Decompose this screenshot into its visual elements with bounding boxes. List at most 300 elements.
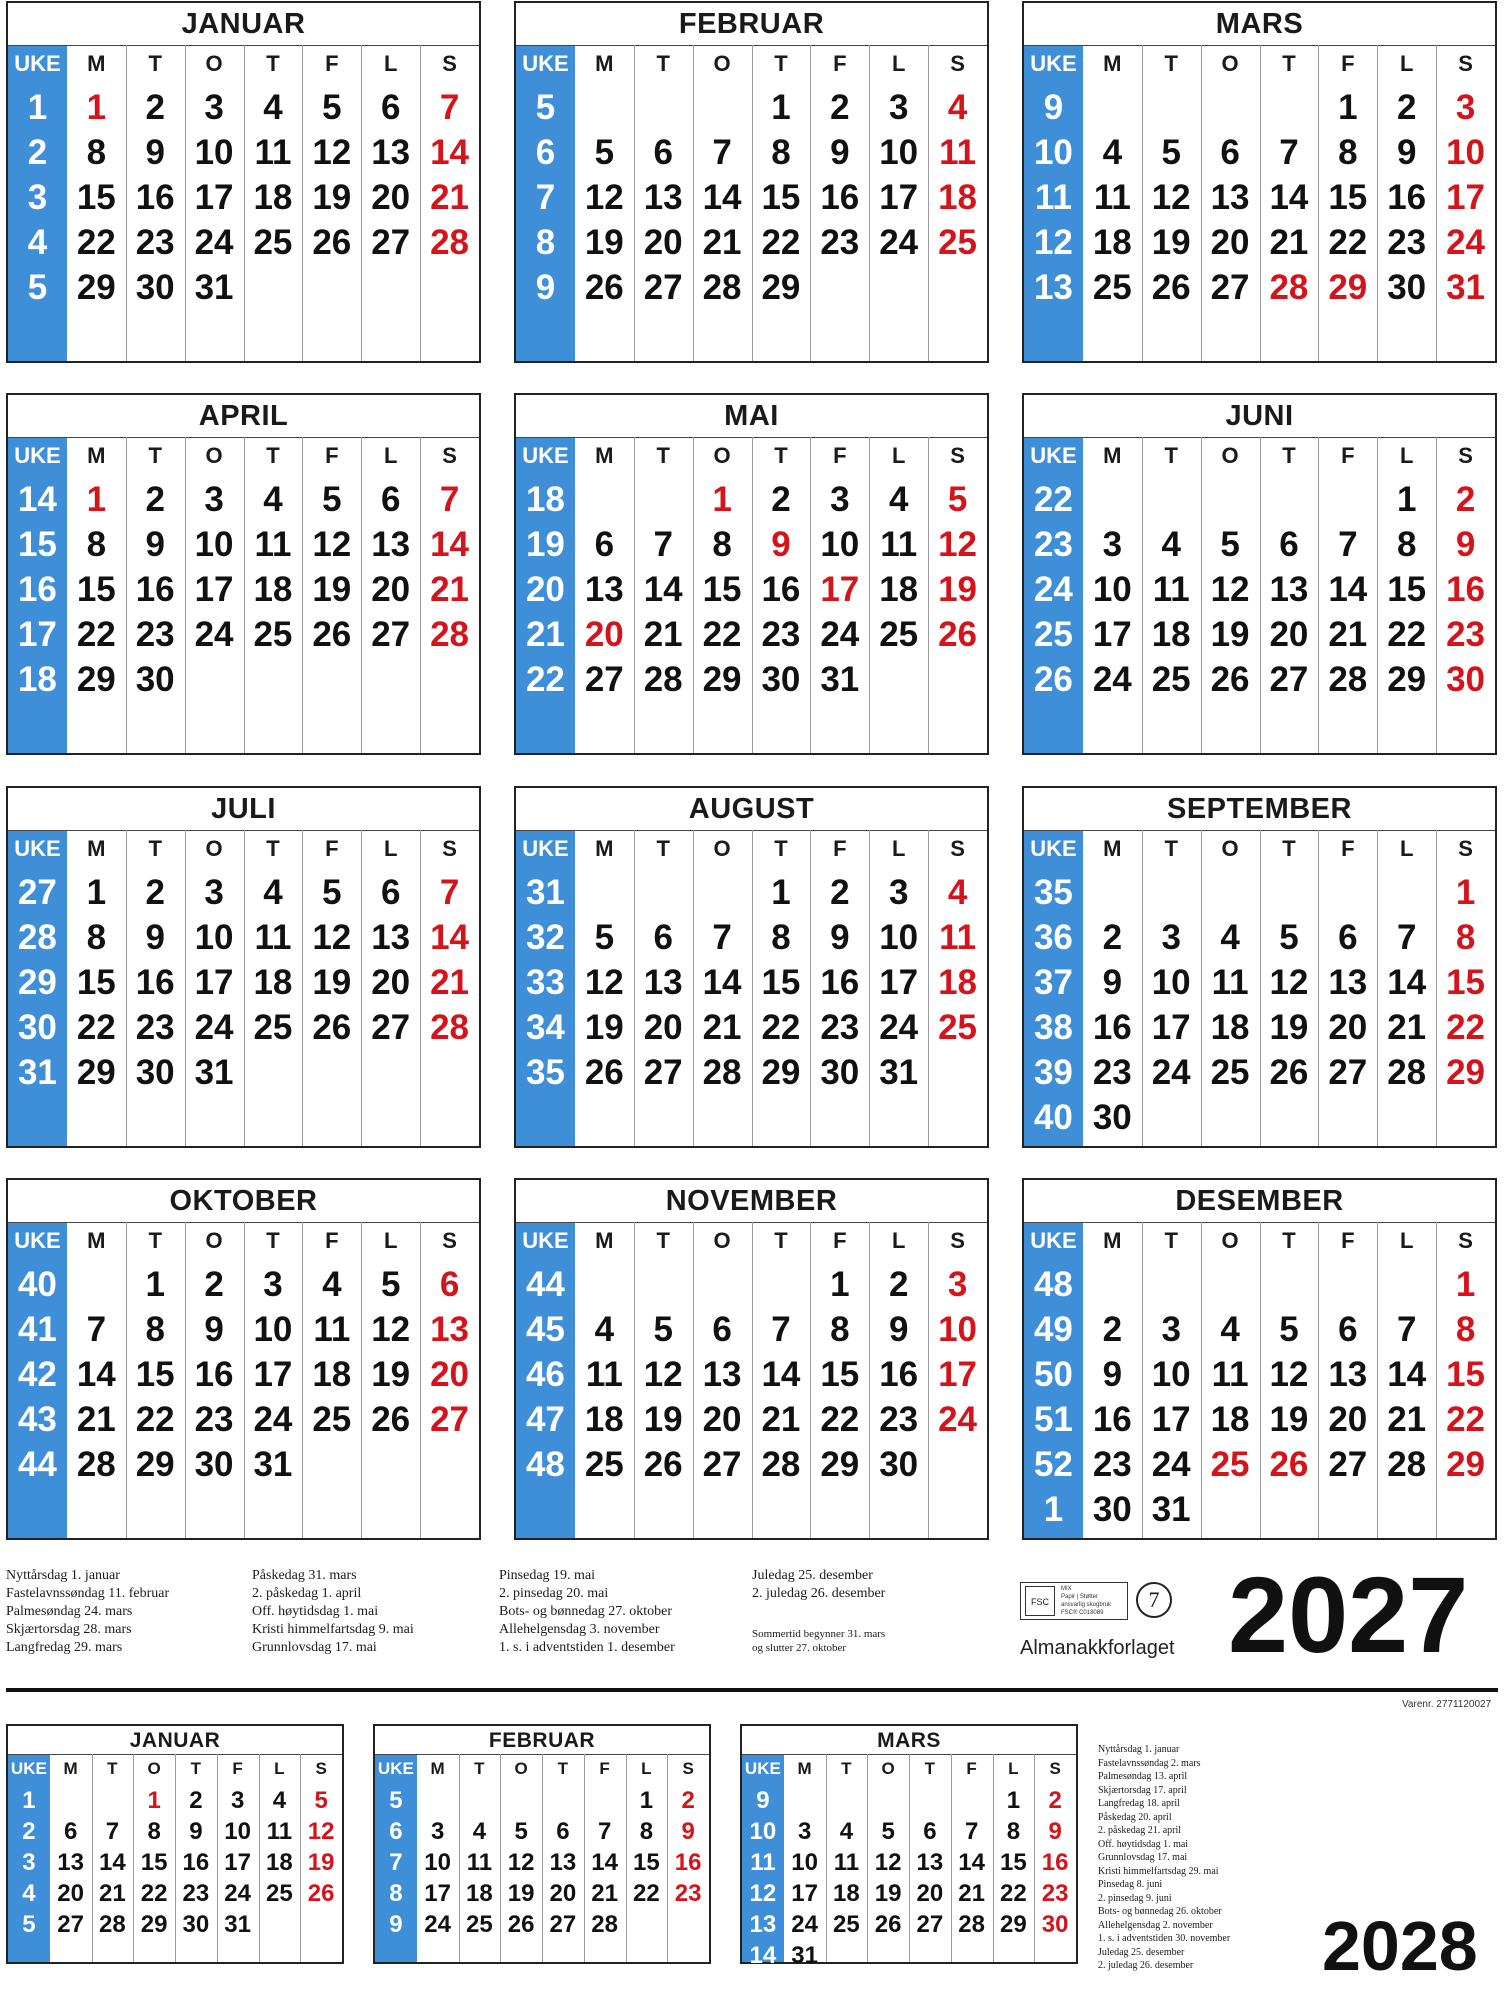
day-cell: 22 bbox=[140, 1880, 168, 1907]
day-cell: 28 bbox=[76, 1445, 116, 1484]
day-cell: 14 bbox=[1387, 963, 1427, 1002]
day-cell: 22 bbox=[76, 223, 116, 262]
week-number: 13 bbox=[1033, 268, 1073, 307]
day-cell: 11 bbox=[1093, 178, 1131, 217]
day-cell: 22 bbox=[76, 1008, 116, 1047]
week-header: UKE bbox=[522, 51, 569, 76]
day-cell: 30 bbox=[879, 1445, 919, 1484]
day-cell: 6 bbox=[380, 873, 401, 912]
weekday-header: S bbox=[950, 1228, 965, 1253]
weekday-header: L bbox=[891, 836, 906, 861]
weekday-header: S bbox=[315, 1759, 327, 1778]
weekday-header: L bbox=[1008, 1759, 1019, 1778]
month-juli bbox=[6, 786, 481, 1148]
day-cell: 15 bbox=[761, 963, 801, 1002]
day-cell: 29 bbox=[135, 1445, 175, 1484]
week-number: 34 bbox=[525, 1008, 565, 1047]
day-cell: 16 bbox=[879, 1355, 919, 1394]
day-cell: 1 bbox=[639, 1787, 654, 1814]
day-cell: 3 bbox=[797, 1818, 812, 1845]
day-cell: 29 bbox=[1000, 1911, 1027, 1938]
day-cell: 4 bbox=[594, 1310, 615, 1349]
day-cell: 3 bbox=[1161, 918, 1181, 957]
day-cell: 31 bbox=[194, 1053, 234, 1092]
day-cell: 12 bbox=[584, 963, 624, 1002]
holiday-entry: 2. påskedag 1. april bbox=[252, 1586, 362, 1601]
weekday-header: M bbox=[87, 443, 106, 468]
weekday-header: M bbox=[595, 1228, 614, 1253]
day-cell: 19 bbox=[874, 1880, 902, 1907]
day-cell: 17 bbox=[879, 963, 919, 1002]
month-title: OKTOBER bbox=[169, 1185, 318, 1217]
day-cell: 29 bbox=[1387, 660, 1427, 699]
day-cell: 4 bbox=[263, 88, 283, 127]
year-2028: 2028 bbox=[1322, 1907, 1478, 1985]
day-cell: 2 bbox=[1455, 480, 1476, 519]
day-cell: 26 bbox=[312, 223, 352, 262]
weekday-header: T bbox=[841, 1759, 852, 1778]
day-cell: 14 bbox=[1269, 178, 1309, 217]
weekday-header: L bbox=[641, 1759, 652, 1778]
weekday-header: T bbox=[656, 836, 670, 861]
weekday-header: M bbox=[1103, 1228, 1122, 1253]
day-cell: 31 bbox=[194, 268, 234, 307]
fsc-line: ansvarlig skogbruk bbox=[1061, 1602, 1112, 1608]
week-number: 3 bbox=[27, 178, 48, 217]
weekday-header: F bbox=[599, 1759, 610, 1778]
day-cell: 19 bbox=[584, 223, 624, 262]
week-number: 48 bbox=[525, 1445, 565, 1484]
week-number: 42 bbox=[17, 1355, 57, 1394]
day-cell: 6 bbox=[653, 918, 673, 957]
day-cell: 2 bbox=[1396, 88, 1417, 127]
day-cell: 16 bbox=[135, 570, 175, 609]
day-cell: 5 bbox=[380, 1265, 401, 1304]
day-cell: 8 bbox=[1396, 525, 1417, 564]
day-cell: 4 bbox=[947, 873, 968, 912]
day-cell: 12 bbox=[371, 1310, 411, 1349]
publisher-name: Almanakkforlaget bbox=[1020, 1637, 1175, 1659]
weekday-header: M bbox=[63, 1759, 78, 1778]
week-number: 27 bbox=[17, 873, 57, 912]
week-number: 9 bbox=[535, 268, 556, 307]
day-cell: 7 bbox=[1279, 133, 1299, 172]
day-cell: 8 bbox=[86, 525, 107, 564]
day-cell: 8 bbox=[712, 525, 732, 564]
day-cell: 11 bbox=[1211, 963, 1249, 1002]
day-cell: 1 bbox=[1396, 480, 1417, 519]
weekday-header: O bbox=[881, 1759, 895, 1778]
day-cell: 31 bbox=[820, 660, 860, 699]
day-cell: 15 bbox=[1328, 178, 1368, 217]
day-cell: 22 bbox=[820, 1400, 860, 1439]
day-cell: 5 bbox=[881, 1818, 895, 1845]
day-cell: 17 bbox=[1092, 615, 1132, 654]
day-cell: 24 bbox=[938, 1400, 978, 1439]
day-cell: 5 bbox=[314, 1787, 328, 1814]
weekday-header: T bbox=[1282, 1228, 1296, 1253]
day-cell: 27 bbox=[584, 660, 624, 699]
day-cell: 28 bbox=[1269, 268, 1309, 307]
day-cell: 21 bbox=[1269, 223, 1309, 262]
weekday-header: F bbox=[325, 51, 339, 76]
day-cell: 25 bbox=[253, 223, 293, 262]
day-cell: 27 bbox=[1328, 1053, 1368, 1092]
day-cell: 15 bbox=[1000, 1849, 1027, 1876]
holiday-list-col-1 bbox=[6, 1567, 169, 1657]
week-number: 10 bbox=[1033, 133, 1073, 172]
weekday-header: L bbox=[383, 443, 398, 468]
day-cell: 11 bbox=[833, 1849, 860, 1876]
day-cell: 31 bbox=[1446, 268, 1486, 307]
day-cell: 3 bbox=[830, 480, 850, 519]
holiday-entry: 1. s. i adventstiden 1. desember bbox=[499, 1640, 675, 1655]
weekday-header: S bbox=[682, 1759, 694, 1778]
week-number: 46 bbox=[525, 1355, 565, 1394]
day-cell: 26 bbox=[312, 1008, 352, 1047]
day-cell: 1 bbox=[1455, 1265, 1476, 1304]
day-cell: 16 bbox=[761, 570, 801, 609]
weekday-header: L bbox=[1399, 443, 1414, 468]
week-number: 14 bbox=[17, 480, 57, 519]
day-cell: 13 bbox=[1328, 963, 1368, 1002]
weekday-header: F bbox=[1341, 51, 1355, 76]
day-cell: 18 bbox=[266, 1849, 293, 1876]
week-header: UKE bbox=[744, 1759, 781, 1778]
week-number: 12 bbox=[1033, 223, 1073, 262]
dst-note-line: og slutter 27. oktober bbox=[752, 1642, 847, 1654]
weekday-header: O bbox=[205, 51, 223, 76]
day-cell: 3 bbox=[204, 88, 224, 127]
day-cell: 29 bbox=[761, 1053, 801, 1092]
holiday-entry: 2. juledag 26. desember bbox=[1098, 1960, 1194, 1971]
day-cell: 2 bbox=[1048, 1787, 1062, 1814]
day-cell: 3 bbox=[947, 1265, 968, 1304]
weekday-header: T bbox=[656, 1228, 670, 1253]
day-cell: 26 bbox=[874, 1911, 902, 1938]
week-number: 15 bbox=[17, 525, 57, 564]
day-cell: 15 bbox=[633, 1849, 660, 1876]
month-title: JANUAR bbox=[129, 1729, 221, 1752]
day-cell: 7 bbox=[439, 873, 460, 912]
day-cell: 22 bbox=[702, 615, 742, 654]
weekday-header: T bbox=[1282, 51, 1296, 76]
weekday-header: S bbox=[442, 443, 457, 468]
weekday-header: L bbox=[1399, 836, 1414, 861]
day-cell: 11 bbox=[1152, 570, 1190, 609]
day-cell: 8 bbox=[86, 918, 107, 957]
weekday-header: L bbox=[383, 51, 398, 76]
weekday-header: O bbox=[713, 1228, 731, 1253]
day-cell: 7 bbox=[1396, 918, 1417, 957]
day-cell: 8 bbox=[771, 133, 791, 172]
day-cell: 17 bbox=[1151, 1008, 1191, 1047]
day-cell: 5 bbox=[1279, 918, 1299, 957]
week-number: 24 bbox=[1033, 570, 1073, 609]
day-cell: 4 bbox=[1102, 133, 1123, 172]
day-cell: 16 bbox=[182, 1849, 210, 1876]
day-cell: 24 bbox=[791, 1911, 818, 1938]
week-number: 22 bbox=[525, 660, 565, 699]
day-cell: 24 bbox=[1151, 1053, 1191, 1092]
week-number: 36 bbox=[1033, 918, 1073, 957]
day-cell: 2 bbox=[145, 480, 165, 519]
day-cell: 8 bbox=[145, 1310, 165, 1349]
day-cell: 26 bbox=[1269, 1053, 1309, 1092]
weekday-header: F bbox=[1341, 836, 1355, 861]
day-cell: 11 bbox=[313, 1310, 351, 1349]
weekday-header: S bbox=[1458, 836, 1473, 861]
week-number: 26 bbox=[1033, 660, 1073, 699]
day-cell: 28 bbox=[1328, 660, 1368, 699]
day-cell: 28 bbox=[99, 1911, 126, 1938]
day-cell: 12 bbox=[1151, 178, 1191, 217]
week-number: 29 bbox=[17, 963, 57, 1002]
day-cell: 29 bbox=[1446, 1445, 1486, 1484]
day-cell: 18 bbox=[253, 963, 293, 1002]
day-cell: 25 bbox=[1210, 1445, 1250, 1484]
holiday-entry: Grunnlovsdag 17. mai bbox=[252, 1640, 377, 1655]
day-cell: 23 bbox=[820, 1008, 860, 1047]
week-number: 25 bbox=[1033, 615, 1073, 654]
month-mars bbox=[740, 1724, 1078, 1969]
day-cell: 19 bbox=[1210, 615, 1250, 654]
day-cell: 14 bbox=[430, 525, 470, 564]
day-cell: 25 bbox=[833, 1911, 860, 1938]
week-header: UKE bbox=[1030, 443, 1077, 468]
week-number: 33 bbox=[525, 963, 565, 1002]
dst-note bbox=[752, 1627, 885, 1655]
month-title: SEPTEMBER bbox=[1167, 793, 1352, 825]
day-cell: 16 bbox=[1092, 1008, 1132, 1047]
day-cell: 23 bbox=[194, 1400, 234, 1439]
day-cell: 11 bbox=[939, 133, 977, 172]
day-cell: 9 bbox=[1102, 1355, 1123, 1394]
weekday-header: T bbox=[774, 1228, 788, 1253]
month-title: AUGUST bbox=[688, 793, 815, 825]
day-cell: 20 bbox=[430, 1355, 470, 1394]
day-cell: 21 bbox=[430, 178, 470, 217]
weekday-header: T bbox=[148, 443, 162, 468]
day-cell: 16 bbox=[674, 1849, 702, 1876]
day-cell: 30 bbox=[1446, 660, 1486, 699]
day-cell: 6 bbox=[556, 1818, 570, 1845]
day-cell: 3 bbox=[263, 1265, 283, 1304]
day-cell: 19 bbox=[1269, 1400, 1309, 1439]
weekday-header: F bbox=[325, 443, 339, 468]
weekday-header: O bbox=[514, 1759, 528, 1778]
month-juni bbox=[1022, 393, 1497, 755]
day-cell: 16 bbox=[135, 178, 175, 217]
weekday-header: T bbox=[774, 836, 788, 861]
day-cell: 20 bbox=[702, 1400, 742, 1439]
dst-note-line: Sommertid begynner 31. mars bbox=[752, 1628, 886, 1640]
fsc-line: Papir | Støtter bbox=[1061, 1594, 1098, 1600]
day-cell: 30 bbox=[135, 1053, 175, 1092]
day-cell: 22 bbox=[1328, 223, 1368, 262]
day-cell: 10 bbox=[1151, 963, 1191, 1002]
day-cell: 5 bbox=[322, 88, 342, 127]
day-cell: 21 bbox=[643, 615, 683, 654]
day-cell: 17 bbox=[1151, 1400, 1191, 1439]
holiday-entry: Allehelgensdag 2. november bbox=[1098, 1919, 1213, 1931]
holiday-entry: Fastelavnssøndag 2. mars bbox=[1098, 1757, 1201, 1769]
holiday-entry: Palmesøndag 24. mars bbox=[6, 1604, 133, 1619]
day-cell: 23 bbox=[135, 223, 175, 262]
weekday-header: O bbox=[1221, 1228, 1239, 1253]
day-cell: 11 bbox=[266, 1818, 293, 1845]
month-title: DESEMBER bbox=[1175, 1185, 1344, 1217]
day-cell: 7 bbox=[1396, 1310, 1417, 1349]
day-cell: 5 bbox=[594, 918, 615, 957]
week-number: 38 bbox=[1033, 1008, 1073, 1047]
publisher-seal-icon: 7 bbox=[1136, 1582, 1172, 1618]
day-cell: 9 bbox=[1048, 1818, 1062, 1845]
day-cell: 31 bbox=[253, 1445, 293, 1484]
day-cell: 25 bbox=[1092, 268, 1132, 307]
holiday-entry: 1. s. i adventstiden 30. november bbox=[1098, 1933, 1231, 1944]
day-cell: 4 bbox=[1220, 1310, 1240, 1349]
day-cell: 21 bbox=[99, 1880, 126, 1907]
day-cell: 27 bbox=[643, 1053, 683, 1092]
day-cell: 19 bbox=[1151, 223, 1191, 262]
day-cell: 16 bbox=[1041, 1849, 1069, 1876]
day-cell: 15 bbox=[135, 1355, 175, 1394]
day-cell: 14 bbox=[702, 963, 742, 1002]
day-cell: 22 bbox=[1000, 1880, 1027, 1907]
day-cell: 10 bbox=[194, 133, 234, 172]
weekday-header: T bbox=[266, 1228, 280, 1253]
week-number: 21 bbox=[525, 615, 565, 654]
day-cell: 14 bbox=[761, 1355, 801, 1394]
day-cell: 6 bbox=[653, 133, 673, 172]
day-cell: 13 bbox=[1210, 178, 1250, 217]
week-number: 47 bbox=[525, 1400, 565, 1439]
day-cell: 13 bbox=[643, 963, 683, 1002]
day-cell: 30 bbox=[194, 1445, 234, 1484]
day-cell: 20 bbox=[643, 223, 683, 262]
day-cell: 13 bbox=[1269, 570, 1309, 609]
day-cell: 6 bbox=[1279, 525, 1299, 564]
day-cell: 26 bbox=[371, 1400, 411, 1439]
day-cell: 19 bbox=[507, 1880, 535, 1907]
day-cell: 1 bbox=[147, 1787, 161, 1814]
day-cell: 1 bbox=[1338, 88, 1358, 127]
day-cell: 25 bbox=[1151, 660, 1191, 699]
weekday-header: L bbox=[891, 1228, 906, 1253]
day-cell: 16 bbox=[820, 963, 860, 1002]
week-number: 6 bbox=[389, 1818, 403, 1845]
weekday-header: T bbox=[148, 1228, 162, 1253]
day-cell: 11 bbox=[939, 918, 977, 957]
day-cell: 21 bbox=[1328, 615, 1368, 654]
day-cell: 18 bbox=[253, 570, 293, 609]
day-cell: 14 bbox=[99, 1849, 126, 1876]
week-header: UKE bbox=[522, 1228, 569, 1253]
weekday-header: S bbox=[442, 836, 457, 861]
day-cell: 1 bbox=[771, 873, 791, 912]
week-header: UKE bbox=[1030, 836, 1077, 861]
weekday-header: F bbox=[833, 1228, 847, 1253]
week-number: 12 bbox=[749, 1880, 777, 1907]
day-cell: 15 bbox=[702, 570, 742, 609]
day-cell: 20 bbox=[1210, 223, 1250, 262]
day-cell: 2 bbox=[1102, 1310, 1123, 1349]
day-cell: 27 bbox=[1269, 660, 1309, 699]
week-number: 52 bbox=[1033, 1445, 1073, 1484]
month-title: MAI bbox=[724, 400, 779, 432]
week-header: UKE bbox=[14, 1228, 61, 1253]
day-cell: 29 bbox=[76, 1053, 116, 1092]
day-cell: 15 bbox=[76, 178, 116, 217]
weekday-header: F bbox=[966, 1759, 977, 1778]
day-cell: 27 bbox=[643, 268, 683, 307]
week-number: 6 bbox=[535, 133, 556, 172]
day-cell: 8 bbox=[147, 1818, 161, 1845]
week-number: 2 bbox=[27, 133, 48, 172]
weekday-header: T bbox=[107, 1759, 118, 1778]
day-cell: 24 bbox=[224, 1880, 251, 1907]
month-oktober bbox=[6, 1178, 481, 1540]
day-cell: 22 bbox=[1446, 1008, 1486, 1047]
week-header: UKE bbox=[10, 1759, 47, 1778]
day-cell: 25 bbox=[584, 1445, 624, 1484]
day-cell: 3 bbox=[204, 480, 224, 519]
day-cell: 28 bbox=[430, 615, 470, 654]
weekday-header: O bbox=[713, 836, 731, 861]
day-cell: 18 bbox=[1210, 1008, 1250, 1047]
day-cell: 14 bbox=[430, 918, 470, 957]
holiday-entry: 2. påskedag 21. april bbox=[1098, 1825, 1182, 1836]
weekday-header: L bbox=[1399, 51, 1414, 76]
day-cell: 8 bbox=[86, 133, 107, 172]
week-number: 5 bbox=[27, 268, 48, 307]
weekday-header: L bbox=[891, 443, 906, 468]
weekday-header: M bbox=[797, 1759, 812, 1778]
weekday-header: S bbox=[1049, 1759, 1061, 1778]
day-cell: 7 bbox=[439, 480, 460, 519]
week-number: 3 bbox=[22, 1849, 36, 1876]
fsc-line: MIX bbox=[1061, 1586, 1072, 1592]
weekday-header: T bbox=[266, 836, 280, 861]
day-cell: 13 bbox=[584, 570, 624, 609]
day-cell: 27 bbox=[916, 1911, 944, 1938]
day-cell: 26 bbox=[507, 1911, 535, 1938]
day-cell: 12 bbox=[507, 1849, 535, 1876]
day-cell: 10 bbox=[879, 133, 919, 172]
day-cell: 24 bbox=[820, 615, 860, 654]
weekday-header: S bbox=[1458, 1228, 1473, 1253]
holiday-entry: Bots- og bønnedag 26. oktober bbox=[1098, 1906, 1222, 1917]
week-number: 20 bbox=[525, 570, 565, 609]
day-cell: 28 bbox=[702, 268, 742, 307]
weekday-header: F bbox=[1341, 1228, 1355, 1253]
day-cell: 9 bbox=[145, 133, 165, 172]
day-cell: 23 bbox=[761, 615, 801, 654]
day-cell: 7 bbox=[964, 1818, 979, 1845]
month-februar bbox=[373, 1724, 711, 1964]
week-number: 13 bbox=[749, 1911, 777, 1938]
day-cell: 25 bbox=[938, 1008, 978, 1047]
weekday-header: T bbox=[656, 443, 670, 468]
day-cell: 14 bbox=[643, 570, 683, 609]
day-cell: 19 bbox=[312, 178, 352, 217]
day-cell: 10 bbox=[791, 1849, 818, 1876]
weekday-header: S bbox=[950, 51, 965, 76]
holiday-entry: Nyttårsdag 1. januar bbox=[1098, 1744, 1180, 1755]
day-cell: 9 bbox=[145, 918, 165, 957]
day-cell: 5 bbox=[653, 1310, 673, 1349]
